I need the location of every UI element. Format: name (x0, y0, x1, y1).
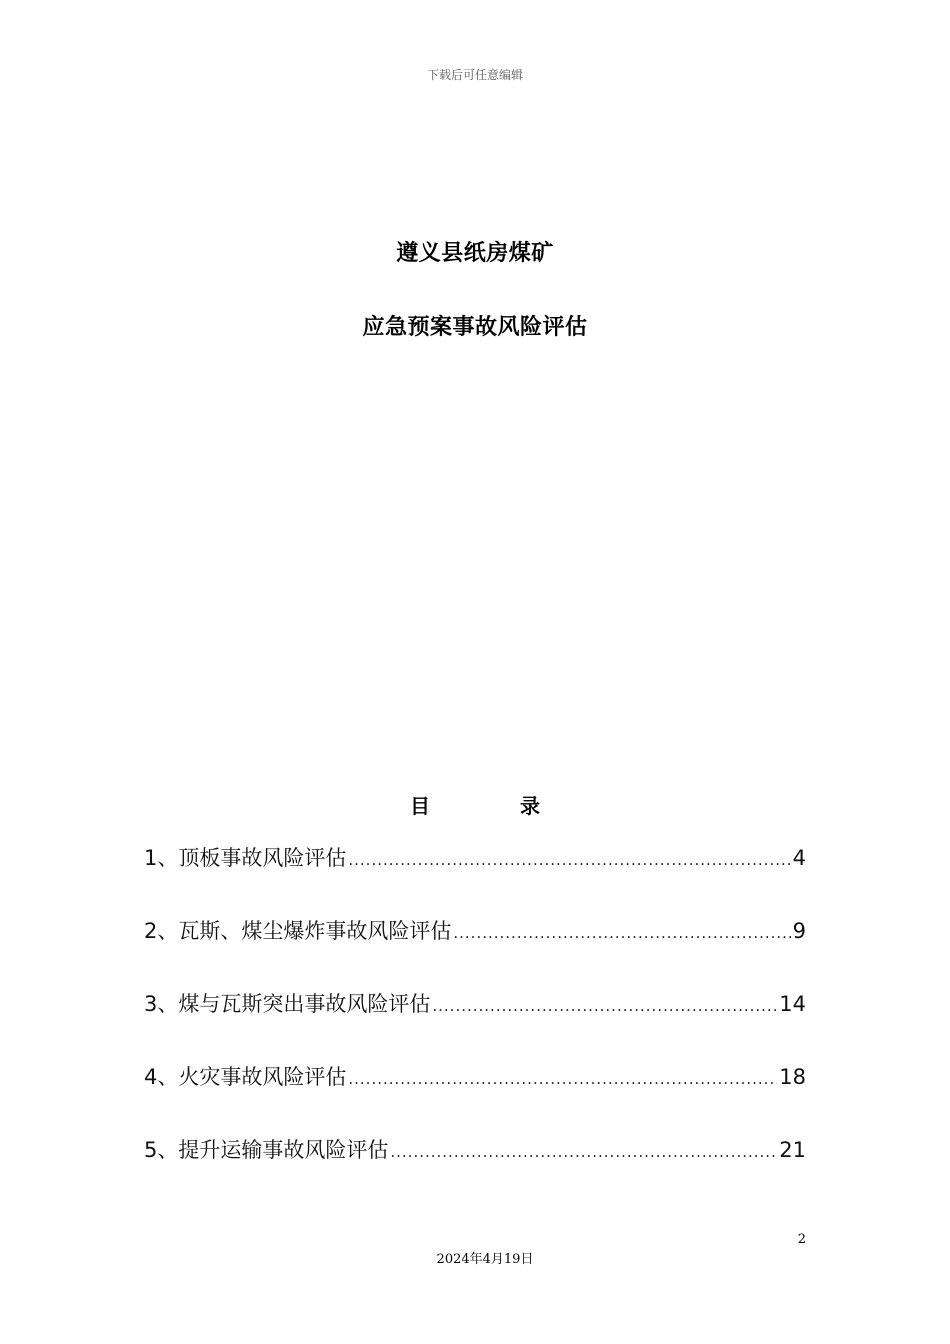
toc-entry-page: 21 (779, 1138, 806, 1162)
toc-entry-1[interactable] (144, 842, 806, 915)
toc-leader-dots (348, 851, 790, 869)
toc-entry-4[interactable] (144, 1061, 806, 1134)
page-number: 2 (797, 1232, 806, 1247)
toc-entry-5[interactable] (144, 1134, 806, 1207)
toc-entry-label: 火灾事故风险评估 (178, 1065, 347, 1089)
toc-entry-label: 瓦斯、煤尘爆炸事故风险评估 (178, 919, 452, 943)
toc-leader-dots (453, 924, 790, 942)
toc-entry-number: 2、 (144, 919, 179, 943)
toc-heading-left: 目 (410, 794, 430, 818)
toc-entry-page: 14 (779, 992, 806, 1016)
toc-entry-number: 4、 (144, 1065, 179, 1089)
table-of-contents (144, 842, 806, 1207)
toc-entry-page: 9 (792, 919, 806, 943)
toc-entry-page: 4 (792, 846, 806, 870)
toc-entry-2[interactable] (144, 915, 806, 988)
document-title: 遵义县纸房煤矿 (396, 241, 554, 266)
toc-entry-label: 提升运输事故风险评估 (178, 1138, 389, 1162)
toc-entry-3[interactable] (144, 988, 806, 1061)
toc-heading-right: 录 (520, 794, 540, 818)
toc-entry-label: 煤与瓦斯突出事故风险评估 (178, 992, 431, 1016)
footer-date: 2024年4月19日 (436, 1252, 534, 1267)
document-subtitle: 应急预案事故风险评估 (362, 315, 588, 340)
toc-leader-dots (432, 997, 777, 1015)
header-note: 下载后可任意编辑 (426, 68, 523, 82)
toc-entry-number: 3、 (144, 992, 179, 1016)
toc-entry-number: 5、 (144, 1138, 179, 1162)
toc-leader-dots (348, 1070, 777, 1088)
toc-entry-label: 顶板事故风险评估 (178, 846, 347, 870)
toc-entry-number: 1、 (144, 846, 179, 870)
toc-heading (0, 790, 950, 819)
toc-entry-page: 18 (779, 1065, 806, 1089)
toc-leader-dots (390, 1143, 777, 1161)
